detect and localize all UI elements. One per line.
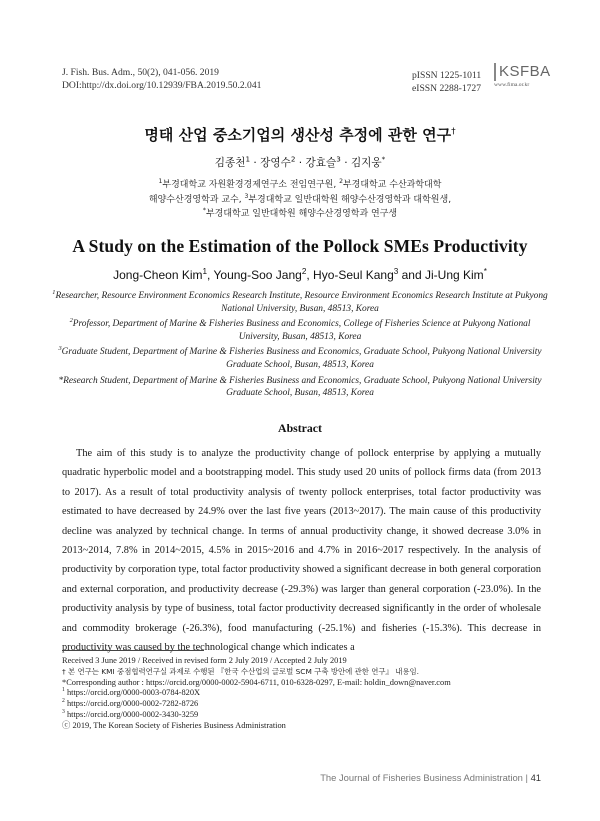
copyright: ⓒ 2019, The Korean Society of Fisheries Business Administration bbox=[62, 720, 286, 730]
orcid-sup: 1 bbox=[62, 687, 65, 694]
kr-aff-line bbox=[0, 178, 600, 193]
eissn: eISSN 2288-1727 bbox=[412, 82, 482, 94]
author-sup: 3 bbox=[336, 154, 341, 164]
aff-text: 해양수산경영학과 교수, bbox=[148, 194, 245, 205]
aff-sup: 2 bbox=[339, 178, 343, 185]
english-author: Ji-Ung Kim bbox=[425, 268, 484, 282]
english-author: Young-Soo Jang bbox=[213, 268, 302, 282]
aff-sup: * bbox=[202, 207, 206, 215]
korean-author: 김종천 bbox=[214, 157, 246, 169]
ksfba-logo bbox=[494, 63, 551, 88]
orcid-link[interactable] bbox=[62, 710, 532, 721]
author-separator: · bbox=[295, 157, 306, 169]
aff-text: 부경대학교 일반대학원 해양수산경영학과 대학원생, bbox=[248, 194, 452, 205]
kr-aff-line bbox=[0, 207, 600, 222]
abstract-body: The aim of this study is to analyze the productivity change of pollock enterprise by applying a mutually quadratic hyperbolic model and a bootstrapping model. This study used 20 units of pollock firms data (from 2013 to 2017). As a result of total productivity analysis of twenty pollock enterprises, total factor productivity was estimated to have decreased by 24.9% over the last five years (2013~2017). The main cause of this productivity decline was analyzed by technical change. In terms of annual productivity change, it showed decrease 3.0% in 2013~2014, 7.8% in 2014~2015, 4.5% in 2015~2016 and 4.7% in 2016~2017 respectively. In the analysis of productivity by corporation type, total factor productivity showed a significant decrease in both general corporation and external corporation, and productivity decrease (-29.3%) was larger than general corporation (-23.0%). In the productivity analysis by type of business, total factor productivity decreased significantly in the order of wholesale and commodity brokerage (-26.3%), food manufacturing (-25.1%) and fisheries (-15.3%). This decrease in productivity was caused by the technological change which indicates a bbox=[62, 448, 541, 654]
logo-url[interactable]: www.fima.or.kr bbox=[494, 82, 530, 88]
page-number: 41 bbox=[530, 772, 541, 783]
doi-link[interactable]: DOI:http://dx.doi.org/10.12939/FBA.2019.50.2.041 bbox=[62, 80, 262, 91]
en-aff-item bbox=[50, 375, 550, 400]
aff-sup: 1 bbox=[52, 288, 56, 296]
aff-text: 부경대학교 일반대학원 해양수산경영학과 연구생 bbox=[205, 209, 398, 220]
korean-title-text: 명태 산업 중소기업의 생산성 추정에 관한 연구 bbox=[144, 126, 452, 144]
issn-block bbox=[412, 70, 481, 95]
author-sup: * bbox=[483, 267, 487, 276]
author-separator: · bbox=[250, 157, 261, 169]
received-dates: Received 3 June 2019 / Received in revised form 2 July 2019 / Accepted 2 July 2019 bbox=[62, 656, 347, 665]
author-sup: 2 bbox=[290, 154, 296, 164]
english-author: Hyo-Seul Kang bbox=[313, 268, 394, 282]
aff-sup: 3 bbox=[244, 192, 249, 200]
korean-authors bbox=[0, 155, 600, 170]
funding-note: † 본 연구는 KMI 중점협력연구실 과제로 수행된 『한국 수산업의 글로벌 SCM 구축 방안에 관한 연구』 내용임. bbox=[62, 666, 419, 676]
aff-sup: 2 bbox=[69, 317, 73, 325]
journal-header bbox=[62, 66, 261, 92]
author-sup: 3 bbox=[393, 267, 399, 276]
author-separator: , bbox=[207, 268, 214, 282]
author-sup: 1 bbox=[202, 267, 208, 276]
pissn: pISSN 1225-1011 bbox=[412, 70, 482, 81]
en-aff-item bbox=[50, 346, 550, 371]
footnotes bbox=[62, 656, 532, 732]
aff-text: Graduate Student, Department of Marine & Fisheries Business and Economics, Graduate School, Pukyong National University Graduate School, Busan, 48513, Korea bbox=[61, 347, 542, 370]
author-sup: 2 bbox=[301, 267, 307, 276]
logo-text: KSFBA bbox=[494, 63, 542, 81]
korean-affiliations bbox=[0, 178, 600, 222]
orcid-url[interactable]: https://orcid.org/0000-0003-0784-820X bbox=[64, 688, 201, 698]
author-sup: 1 bbox=[245, 154, 251, 164]
korean-title bbox=[0, 124, 600, 145]
page-footer bbox=[300, 772, 541, 783]
en-aff-item bbox=[50, 290, 550, 315]
korean-author: 강효슬 bbox=[305, 157, 337, 169]
author-separator: and bbox=[398, 268, 425, 282]
orcid-link[interactable] bbox=[62, 688, 532, 699]
author-sup: * bbox=[381, 154, 386, 164]
orcid-link[interactable] bbox=[62, 699, 532, 710]
aff-text: 부경대학교 자원환경경제연구소 전임연구원, bbox=[162, 180, 340, 190]
aff-sup: 3 bbox=[58, 345, 62, 353]
english-title: A Study on the Estimation of the Pollock SMEs Productivity bbox=[72, 236, 528, 256]
kr-aff-line bbox=[0, 193, 600, 208]
english-authors bbox=[0, 268, 600, 282]
orcid-sup: 2 bbox=[62, 698, 65, 705]
footer-journal: The Journal of Fisheries Business Administration bbox=[320, 772, 523, 783]
english-author: Jong-Cheon Kim bbox=[113, 268, 203, 282]
abstract-heading: Abstract bbox=[278, 421, 322, 435]
author-separator: · bbox=[340, 157, 351, 169]
title-dagger: † bbox=[451, 127, 456, 137]
journal-citation: J. Fish. Bus. Adm., 50(2), 041-056. 2019 bbox=[62, 67, 219, 78]
aff-text: Professor, Department of Marine & Fisheries Business and Economics, College of Fisheries Science at Pukyong National University, Busan, 48513, Korea bbox=[72, 319, 531, 342]
footnote-divider bbox=[62, 650, 204, 651]
english-affiliations bbox=[50, 290, 550, 403]
author-separator: , bbox=[306, 268, 314, 282]
aff-sup: 1 bbox=[158, 178, 163, 185]
orcid-url[interactable]: https://orcid.org/0000-0002-3430-3259 bbox=[64, 709, 199, 719]
footer-separator: | bbox=[522, 772, 531, 783]
aff-text: 부경대학교 수산과학대학 bbox=[342, 180, 442, 190]
aff-text: *Research Student, Department of Marine & Fisheries Business and Economics, Graduate School, Pukyong National University Graduate School, Busan, 48513, Korea bbox=[58, 375, 542, 399]
en-aff-item bbox=[50, 318, 550, 343]
korean-author: 장영수 bbox=[260, 157, 291, 169]
orcid-sup: 3 bbox=[62, 709, 65, 716]
aff-text: Researcher, Resource Environment Economics Research Institute, Resource Environment Economics Research Institute at Pukyong National University, Busan, 48513, Korea bbox=[55, 291, 548, 314]
corresponding-author: *Corresponding author : https://orcid.org/0000-0002-5904-6711, 010-6328-0297, E-mail: holdin_down@naver.com bbox=[62, 677, 451, 687]
korean-author: 김지웅 bbox=[350, 157, 382, 169]
orcid-url[interactable]: https://orcid.org/0000-0002-7282-8726 bbox=[64, 699, 199, 709]
